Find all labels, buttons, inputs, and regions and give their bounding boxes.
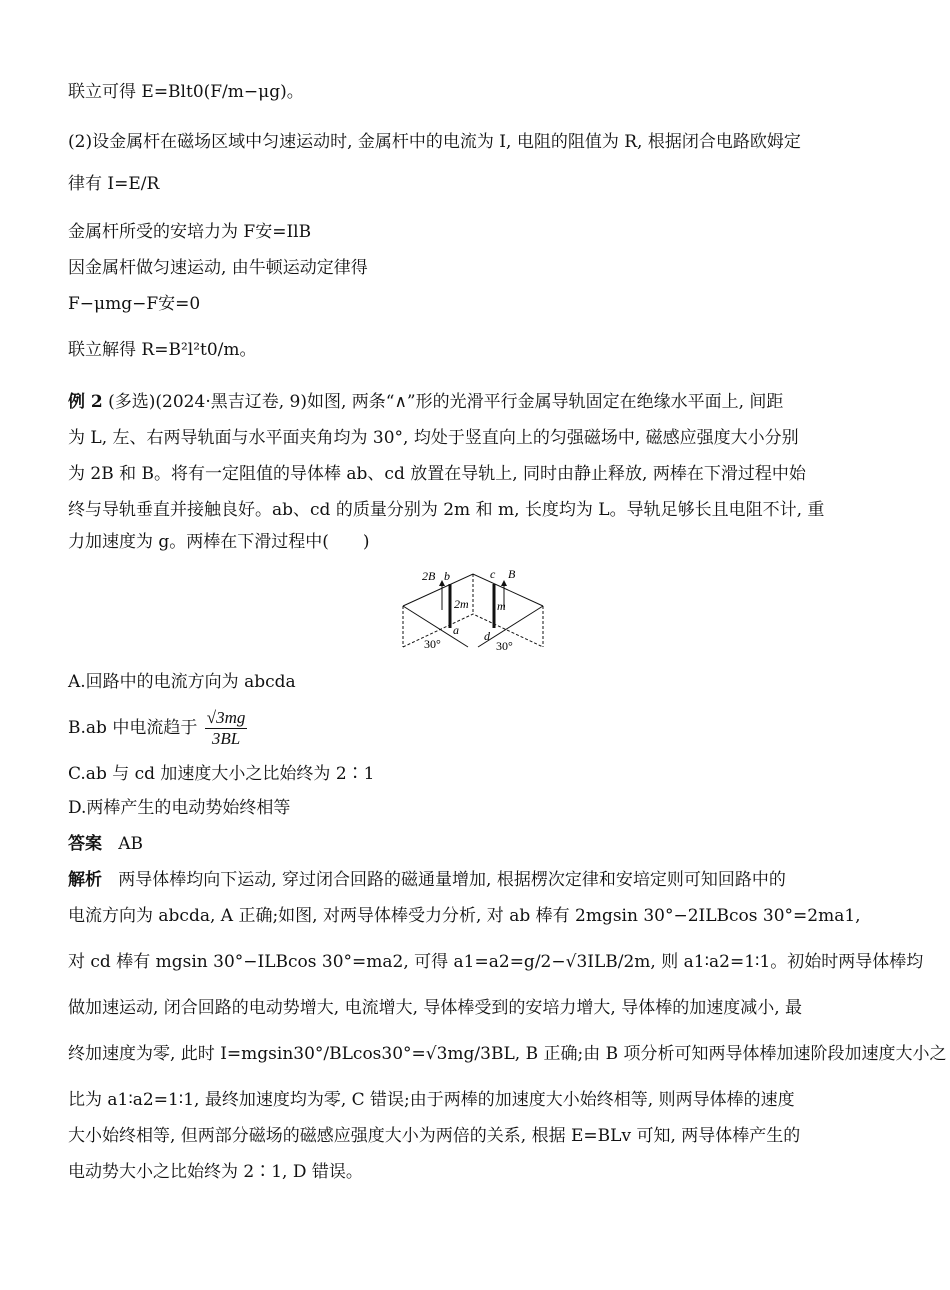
solution-line-3: 律有 I=E/R <box>68 174 160 194</box>
analysis-text-1: 两导体棒均向下运动, 穿过闭合回路的磁通量增加, 根据楞次定律和安培定则可知回路中的 <box>118 870 786 890</box>
analysis-line-6: 比为 a1∶a2=1∶1, 最终加速度均为零, C 错误;由于两棒的加速度大小始终相等, 则两导体棒的速度 <box>68 1090 795 1110</box>
analysis-line-3: 对 cd 棒有 mgsin 30°−ILBcos 30°=ma2, 可得 a1=a2=g/2−√3ILB/2m, 则 a1∶a2=1∶1。初始时两导体棒均 <box>68 952 924 972</box>
example-line-4: 终与导轨垂直并接触良好。ab、cd 的质量分别为 2m 和 m, 长度均为 L。导轨足够长且电阻不计, 重 <box>68 500 825 520</box>
label-c: c <box>490 567 496 581</box>
angle-right: 30° <box>496 639 513 653</box>
analysis-line-7: 大小始终相等, 但两部分磁场的磁感应强度大小为两倍的关系, 根据 E=BLv 可知, 两导体棒产生的 <box>68 1126 801 1146</box>
option-b <box>68 708 249 749</box>
option-b-text: B.ab 中电流趋于 <box>68 718 198 738</box>
label-2B: 2B <box>422 569 436 583</box>
option-b-fraction <box>205 708 248 749</box>
label-2m: 2m <box>454 597 469 611</box>
label-m: m <box>497 599 506 613</box>
solution-line-7: 联立解得 R=B²l²t0/m。 <box>68 340 257 360</box>
example-tag: (多选)(2024·黑吉辽卷, 9) <box>108 392 307 412</box>
option-a: A.回路中的电流方向为 abcda <box>68 672 296 692</box>
label-a: a <box>453 623 459 637</box>
label-B: B <box>508 567 516 581</box>
answer-value: AB <box>118 834 143 854</box>
option-c: C.ab 与 cd 加速度大小之比始终为 2∶1 <box>68 764 375 784</box>
analysis-line-4: 做加速运动, 闭合回路的电动势增大, 电流增大, 导体棒受到的安培力增大, 导体棒的加速度减小, 最 <box>68 998 803 1018</box>
example-text-1: 如图, 两条“∧”形的光滑平行金属导轨固定在绝缘水平面上, 间距 <box>306 392 784 412</box>
example-line-3: 为 2B 和 B。将有一定阻值的导体棒 ab、cd 放置在导轨上, 同时由静止释放, 两棒在下滑过程中始 <box>68 464 806 484</box>
answer-line <box>68 832 143 856</box>
example-line-5: 力加速度为 g。两棒在下滑过程中( ) <box>68 532 370 552</box>
label-d: d <box>484 629 490 643</box>
analysis-line-5: 终加速度为零, 此时 I=mgsin30°/BLcos30°=√3mg/3BL, B 正确;由 B 项分析可知两导体棒加速阶段加速度大小之 <box>68 1044 947 1064</box>
solution-line-6: F−μmg−F安=0 <box>68 294 201 314</box>
option-b-numerator: √3mg <box>206 708 246 727</box>
analysis-line-2: 电流方向为 abcda, A 正确;如图, 对两导体棒受力分析, 对 ab 棒有 2mgsin 30°−2ILBcos 30°=2ma1, <box>68 906 861 926</box>
answer-label: 答案 <box>68 834 102 854</box>
solution-line-4: 金属杆所受的安培力为 F安=IlB <box>68 222 312 242</box>
rail-figure <box>398 562 548 654</box>
angle-left: 30° <box>424 637 441 651</box>
label-b: b <box>444 569 450 583</box>
example-line-2: 为 L, 左、右两导轨面与水平面夹角均为 30°, 均处于竖直向上的匀强磁场中, 磁感应强度大小分别 <box>68 428 799 448</box>
solution-line-5: 因金属杆做匀速运动, 由牛顿运动定律得 <box>68 258 368 278</box>
solution-line-2: (2)设金属杆在磁场区域中匀速运动时, 金属杆中的电流为 I, 电阻的阻值为 R, 根据闭合电路欧姆定 <box>68 132 801 152</box>
option-d: D.两棒产生的电动势始终相等 <box>68 798 291 818</box>
example-line-1 <box>68 390 783 414</box>
option-b-denominator: 3BL <box>211 729 241 748</box>
analysis-line-8: 电动势大小之比始终为 2∶1, D 错误。 <box>68 1162 363 1182</box>
analysis-label: 解析 <box>68 870 102 890</box>
analysis-line-1 <box>68 868 786 892</box>
example-heading: 例 2 <box>68 392 103 412</box>
solution-line-1: 联立可得 E=Blt0(F/m−μg)。 <box>68 82 304 102</box>
